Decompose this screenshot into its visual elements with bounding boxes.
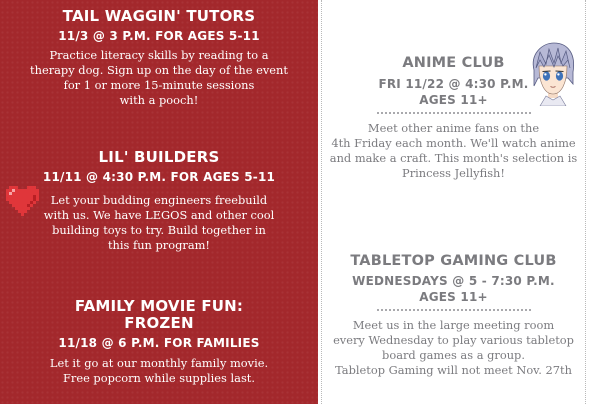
right-edge-divider: [585, 0, 586, 404]
event-title: TABLETOP GAMING CLUB: [350, 253, 557, 269]
date-line: AGES 11+: [419, 93, 488, 107]
description-line: every Wednesday to play various tabletop: [333, 333, 574, 347]
description-line: therapy dog. Sign up on the day of the event: [30, 63, 288, 77]
description-line: Meet other anime fans on the: [367, 121, 540, 135]
right-panel: [322, 0, 585, 404]
description-line: Practice literacy skills by reading to a: [49, 48, 269, 62]
event-description: [322, 121, 585, 181]
pixel-heart-icon: [6, 186, 39, 216]
description-line: board games as a group.: [382, 348, 525, 362]
description-line: with a pooch!: [119, 93, 199, 107]
event-date: [322, 273, 585, 305]
title-line: FAMILY MOVIE FUN:: [74, 297, 244, 315]
event-tabletop-gaming-club: [322, 253, 585, 378]
event-title: TAIL WAGGIN' TUTORS: [62, 7, 256, 25]
event-date: 11/11 @ 4:30 P.M. FOR AGES 5-11: [42, 170, 276, 184]
dotted-rule: [377, 309, 531, 311]
event-title: ANIME CLUB: [402, 55, 505, 71]
description-line: with us. We have LEGOS and other cool: [43, 208, 275, 222]
date-line: AGES 11+: [419, 290, 488, 304]
description-line: Tabletop Gaming will not meet Nov. 27th: [335, 363, 572, 377]
description-line: and make a craft. This month's selection is: [329, 151, 578, 165]
date-line: FRI 11/22 @ 4:30 P.M.: [378, 77, 529, 91]
event-family-movie-fun: [0, 298, 318, 386]
description-line: Meet us in the large meeting room: [352, 318, 555, 332]
anime-character-illustration: [528, 40, 578, 106]
description-line: this fun program!: [107, 238, 211, 252]
event-date: 11/18 @ 6 P.M. FOR FAMILIES: [58, 336, 260, 350]
description-line: Let it go at our monthly family movie.: [49, 356, 269, 370]
description-line: Princess Jellyfish!: [402, 166, 505, 180]
event-description: [0, 356, 318, 386]
event-description: [0, 48, 318, 108]
event-tail-waggin-tutors: [0, 8, 318, 108]
description-line: Free popcorn while supplies last.: [62, 371, 255, 385]
event-title: [0, 298, 318, 332]
description-line: for 1 or more 15-minute sessions: [63, 78, 255, 92]
event-title: LIL' BUILDERS: [98, 148, 220, 166]
date-line: WEDNESDAYS @ 5 - 7:30 P.M.: [352, 274, 555, 288]
description-line: Let your budding engineers freebuild: [50, 193, 268, 207]
event-date: 11/3 @ 3 P.M. FOR AGES 5-11: [58, 29, 260, 43]
title-line: FROZEN: [124, 314, 194, 332]
event-lil-builders: [0, 149, 318, 253]
dotted-rule: [377, 112, 531, 114]
event-description: [322, 318, 585, 378]
description-line: 4th Friday each month. We'll watch anime: [331, 136, 576, 150]
event-description: [0, 193, 318, 253]
description-line: building toys to try. Build together in: [52, 223, 266, 237]
